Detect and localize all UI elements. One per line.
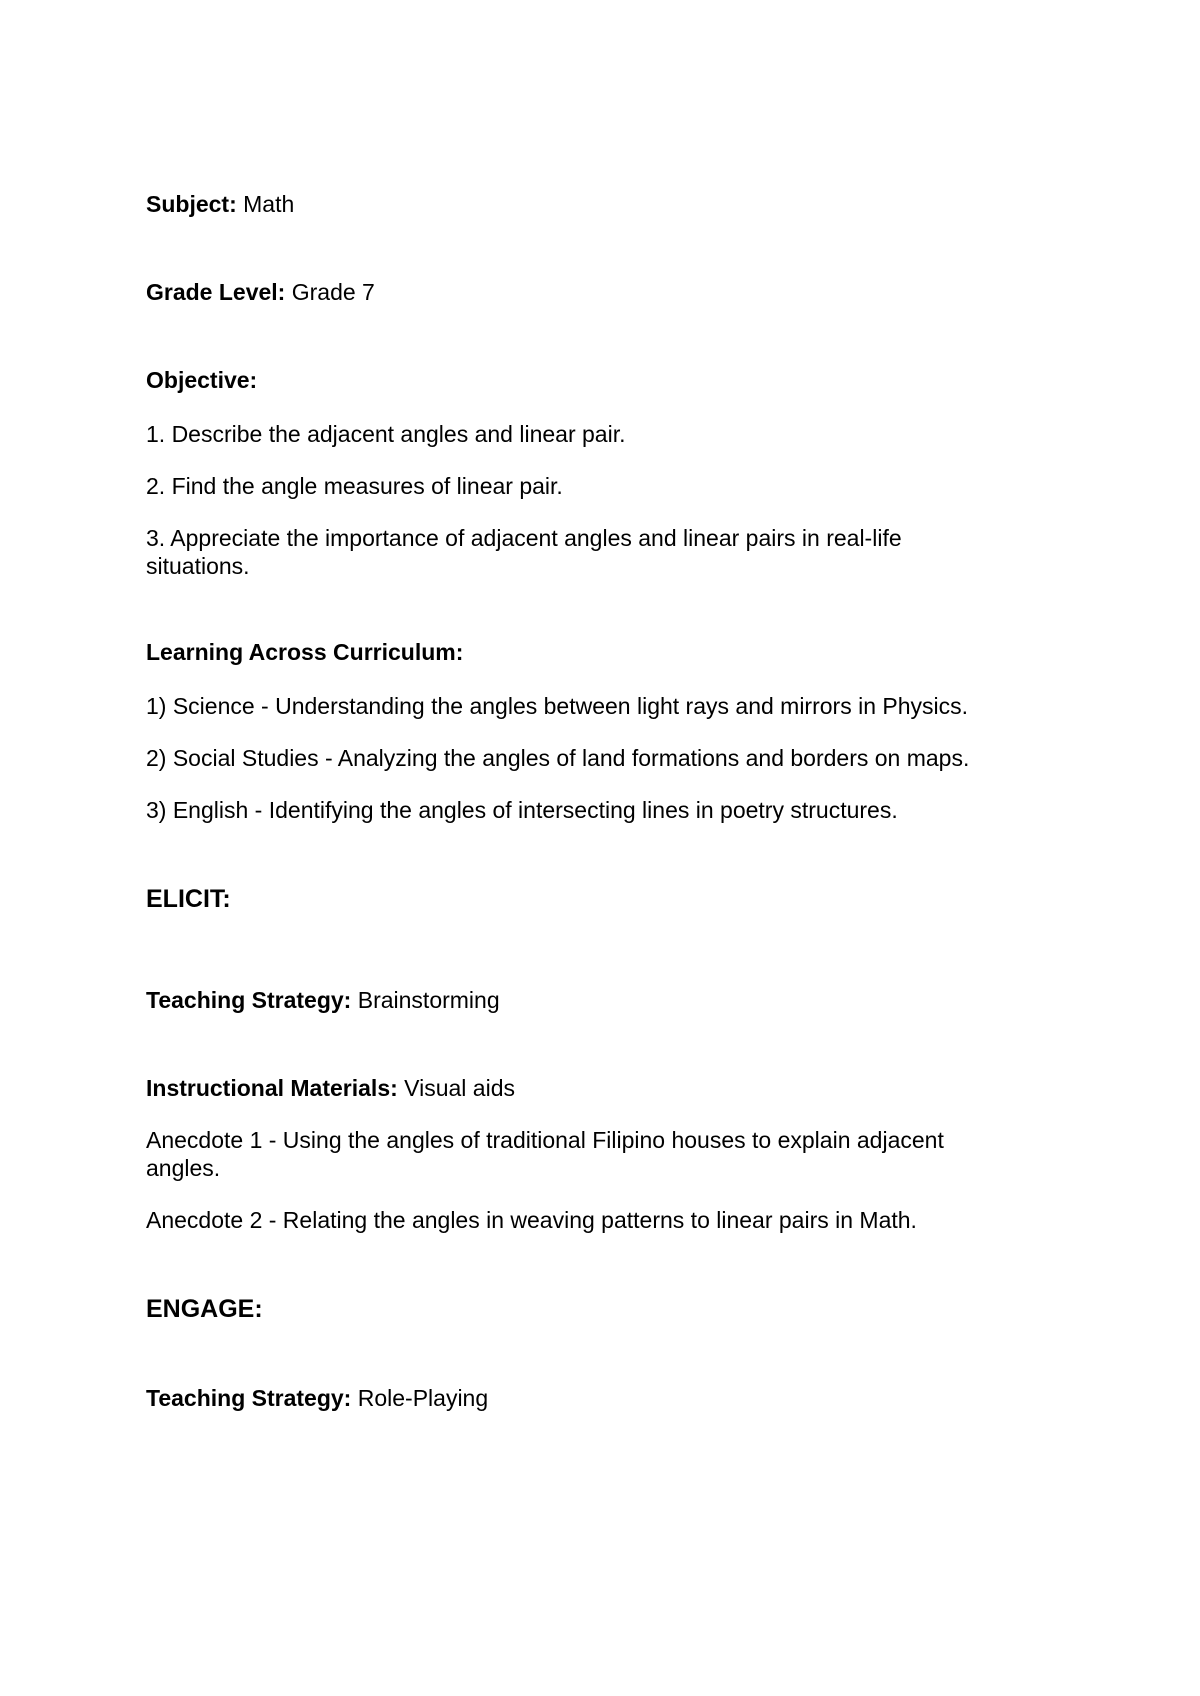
- strategy-label: Teaching Strategy:: [146, 987, 352, 1013]
- anecdote-item: Anecdote 1 - Using the angles of traditional Filipino houses to explain adjacent angles.: [146, 1127, 944, 1181]
- objective-heading: [146, 366, 257, 394]
- elicit-strategy-line: [146, 986, 500, 1014]
- engage-strategy-line: [146, 1384, 488, 1412]
- objective-heading-text: Objective:: [146, 367, 258, 393]
- strategy-value: Role-Playing: [351, 1385, 489, 1411]
- curriculum-heading: [146, 638, 463, 666]
- grade-label: Grade Level:: [146, 279, 286, 305]
- curriculum-item: 1) Science - Understanding the angles between light rays and mirrors in Physics.: [146, 693, 969, 719]
- grade-line: [146, 278, 375, 306]
- strategy-value: Brainstorming: [351, 987, 500, 1013]
- objective-item: 3. Appreciate the importance of adjacent angles and linear pairs in real-life situations.: [146, 525, 902, 579]
- engage-heading: ENGAGE:: [146, 1295, 263, 1323]
- elicit-heading: ELICIT:: [146, 885, 231, 913]
- objective-item: 1. Describe the adjacent angles and linear pair.: [146, 421, 626, 447]
- grade-value: Grade 7: [285, 279, 375, 305]
- elicit-materials-line: [146, 1074, 515, 1102]
- strategy-label: Teaching Strategy:: [146, 1385, 352, 1411]
- anecdote-item: Anecdote 2 - Relating the angles in weaving patterns to linear pairs in Math.: [146, 1207, 917, 1233]
- subject-value: Math: [236, 191, 295, 217]
- curriculum-item: 3) English - Identifying the angles of intersecting lines in poetry structures.: [146, 797, 898, 823]
- curriculum-heading-text: Learning Across Curriculum:: [146, 639, 464, 665]
- objective-item: 2. Find the angle measures of linear pair.: [146, 473, 563, 499]
- materials-value: Visual aids: [397, 1075, 515, 1101]
- subject-line: [146, 190, 294, 218]
- subject-label: Subject:: [146, 191, 237, 217]
- materials-label: Instructional Materials:: [146, 1075, 398, 1101]
- curriculum-item: 2) Social Studies - Analyzing the angles of land formations and borders on maps.: [146, 745, 970, 771]
